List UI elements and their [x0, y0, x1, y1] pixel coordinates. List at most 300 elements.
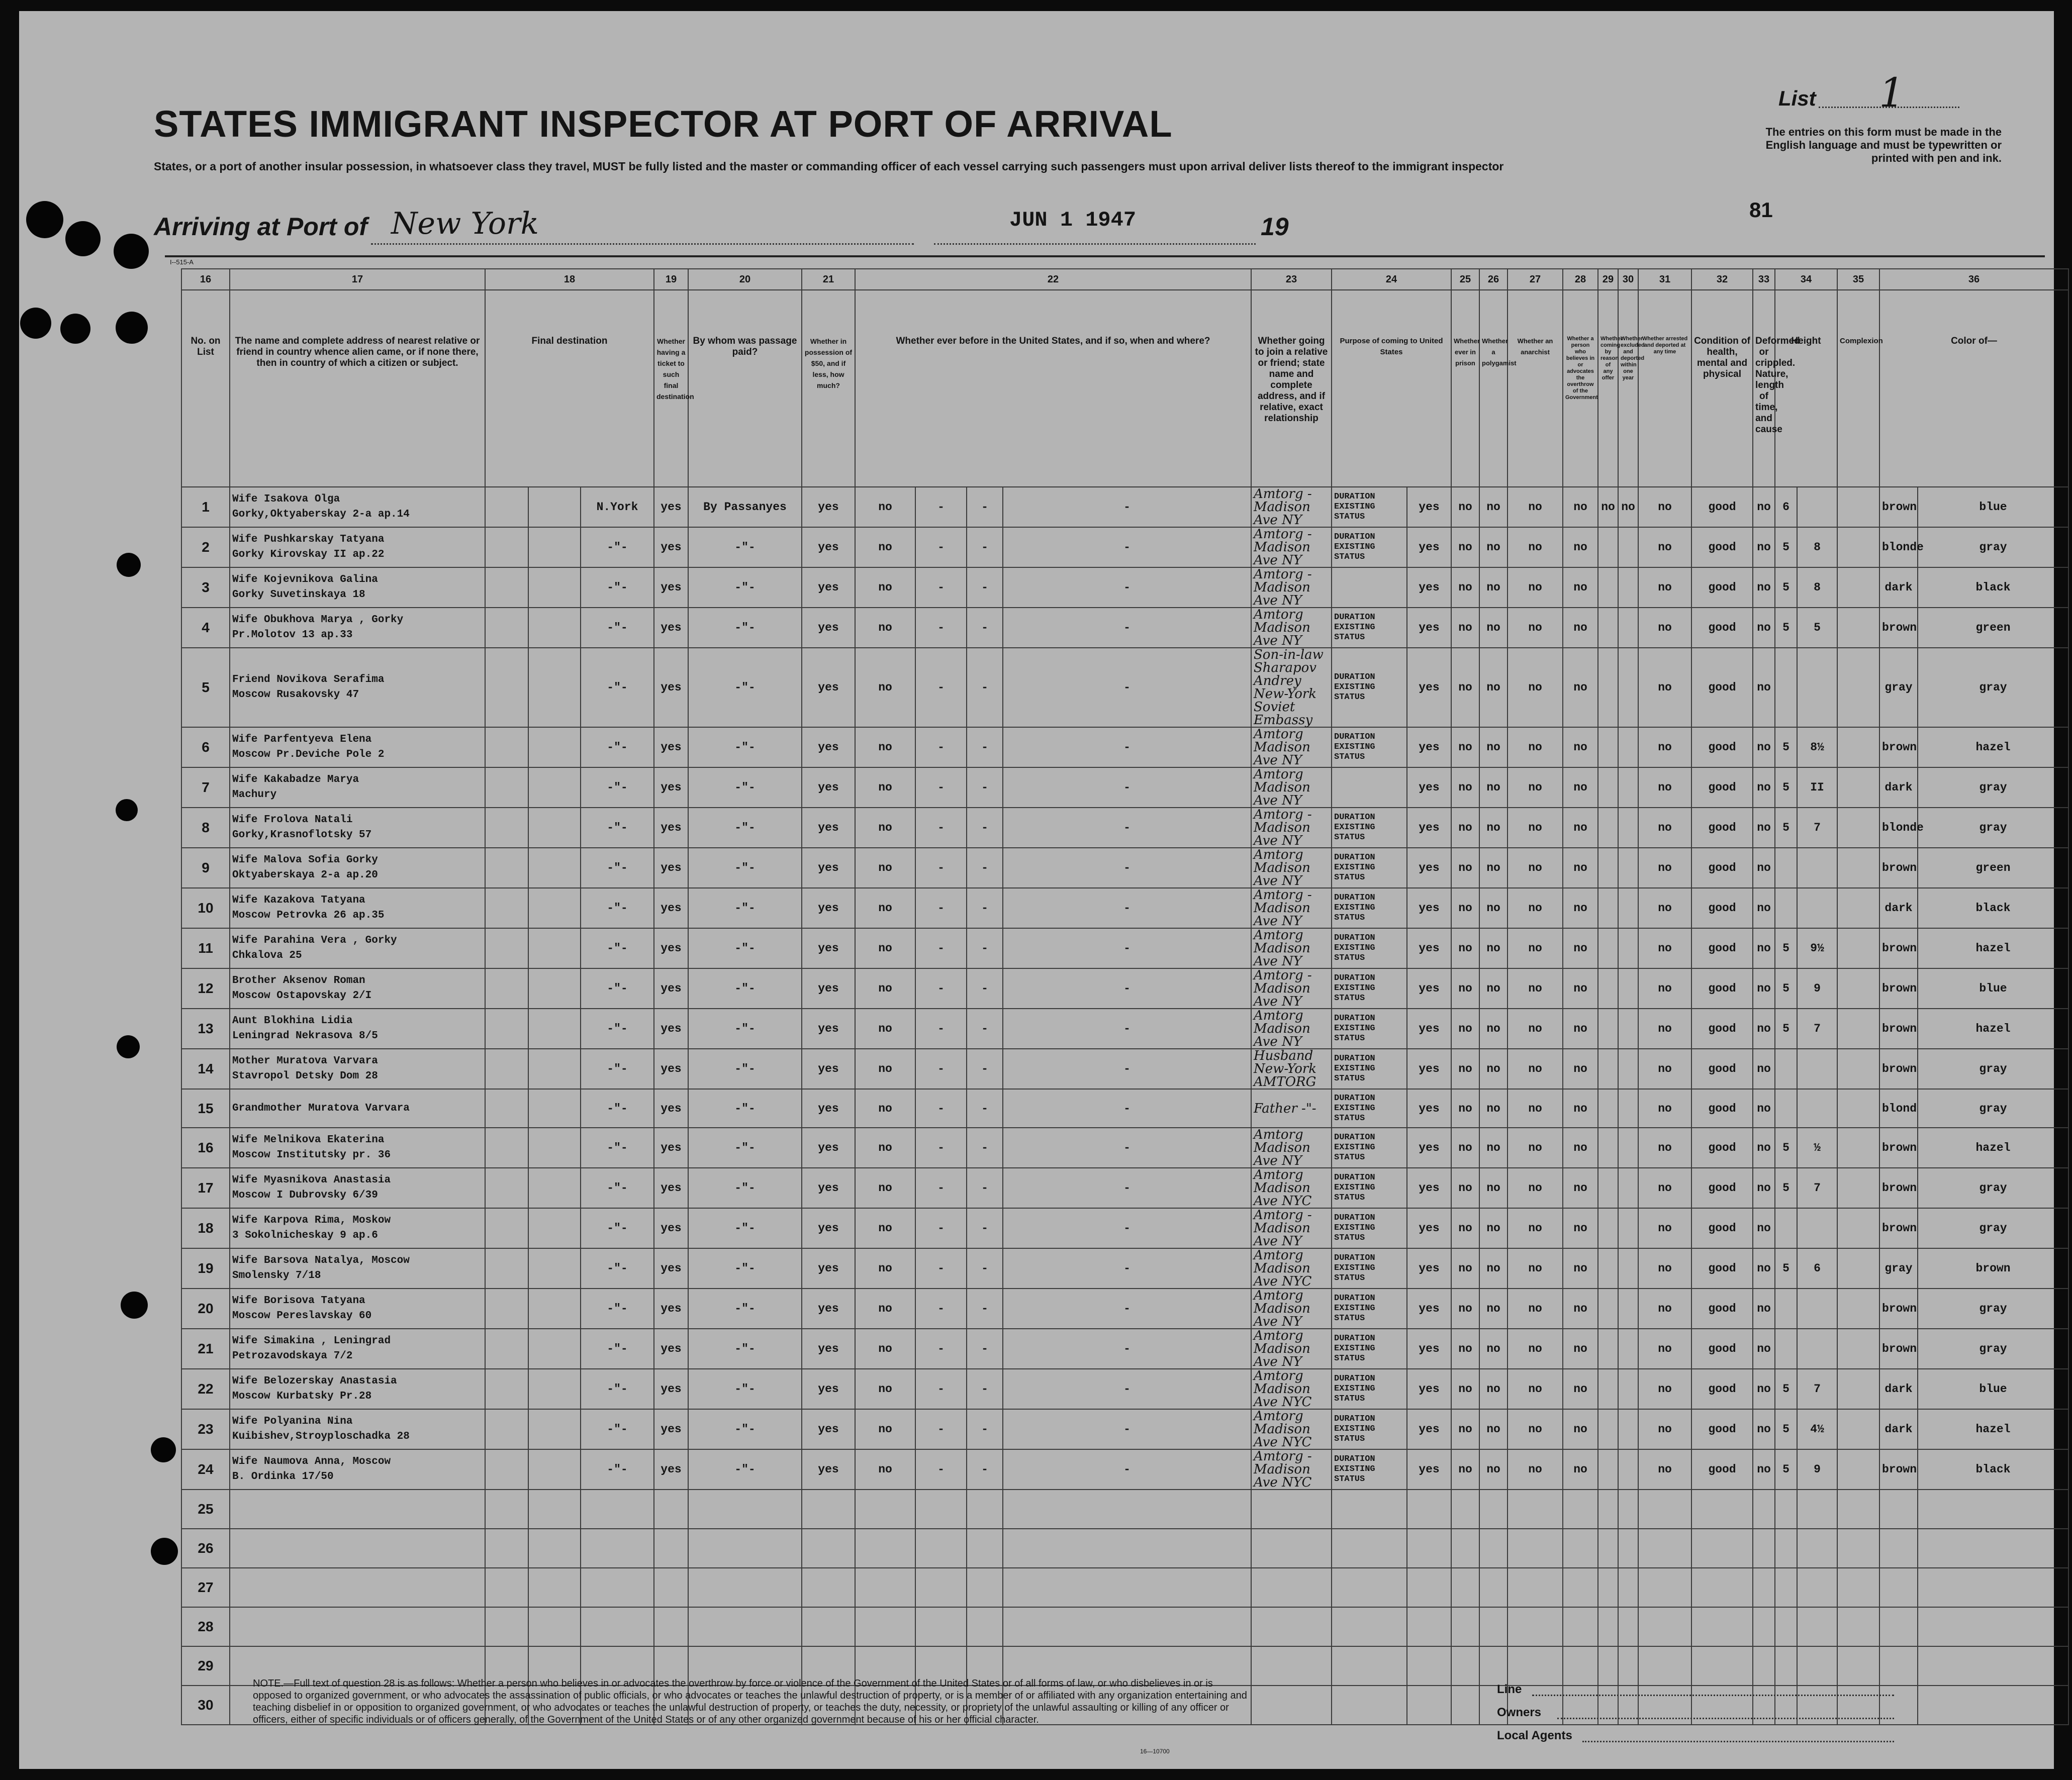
cell-ticket: yes — [654, 808, 688, 848]
empty-cell — [1508, 1568, 1563, 1607]
cell-c30 — [1618, 1289, 1638, 1329]
cell-deformed: no — [1753, 1289, 1775, 1329]
cell-c29 — [1598, 848, 1618, 888]
cell-no: 16 — [181, 1128, 230, 1168]
cell-c30 — [1618, 1329, 1638, 1369]
cell-complexion — [1837, 1409, 1879, 1449]
cell-health: good — [1691, 808, 1753, 848]
cell-date: - — [1003, 567, 1251, 608]
cell-c29 — [1598, 1089, 1618, 1128]
cell-paid: -"- — [688, 567, 802, 608]
cell-eyes: gray — [1918, 527, 2068, 567]
cell-c25: no — [1451, 487, 1479, 527]
cell-hair: blonde — [1879, 527, 1918, 567]
cell-join: Amtorg Madison Ave NYC — [1251, 1409, 1332, 1449]
cell-health: good — [1691, 1409, 1753, 1449]
cell-yrs: - — [915, 727, 967, 767]
cell-before: no — [855, 968, 915, 1009]
cell-money: yes — [802, 608, 855, 648]
cell-yrs: - — [915, 567, 967, 608]
cell-purpose: DURATION EXISTING STATUS — [1332, 848, 1407, 888]
cell-health: good — [1691, 928, 1753, 968]
cell-c26: no — [1479, 1329, 1508, 1369]
cell-join: Amtorg Madison Ave NY — [1251, 1289, 1332, 1329]
cell-health: good — [1691, 527, 1753, 567]
cell-c30 — [1618, 1409, 1638, 1449]
cell-foreign — [485, 567, 528, 608]
empty-cell — [855, 1568, 915, 1607]
cell-health: good — [1691, 1289, 1753, 1329]
cell-join: Amtorg - Madison Ave NY — [1251, 567, 1332, 608]
cell-c29 — [1598, 1289, 1618, 1329]
table-row — [181, 767, 2068, 808]
cell-c28: no — [1563, 1089, 1598, 1128]
cell-deformed: no — [1753, 1248, 1775, 1289]
cell-date: - — [1003, 727, 1251, 767]
cell-c26: no — [1479, 1009, 1508, 1049]
cell-c25: no — [1451, 727, 1479, 767]
cell-health: good — [1691, 767, 1753, 808]
cell-complexion — [1837, 848, 1879, 888]
cell-p2: yes — [1407, 848, 1451, 888]
cell-yrs: - — [915, 1369, 967, 1409]
cell-c30 — [1618, 567, 1638, 608]
cell-relative: Wife Polyanina Nina Kuibishev,Stroyploschadka 28 — [230, 1409, 485, 1449]
cell-c28: no — [1563, 928, 1598, 968]
cell-deformed: no — [1753, 1369, 1775, 1409]
cell-c29 — [1598, 968, 1618, 1009]
cell-yrs: - — [915, 848, 967, 888]
table-row — [181, 848, 2068, 888]
cell-hair: dark — [1879, 567, 1918, 608]
cell-foreign — [485, 928, 528, 968]
cell-feet: 5 — [1775, 1369, 1797, 1409]
cell-hair: dark — [1879, 767, 1918, 808]
empty-cell — [230, 1529, 485, 1568]
cell-before: no — [855, 1009, 915, 1049]
cell-inches — [1797, 1049, 1837, 1089]
cell-ticket: yes — [654, 1409, 688, 1449]
cell-yrs: - — [915, 888, 967, 928]
cell-c26: no — [1479, 727, 1508, 767]
cell-city: -"- — [581, 888, 654, 928]
list-number: 1 — [1879, 69, 1905, 116]
cell-date: - — [1003, 888, 1251, 928]
cell-complexion — [1837, 1248, 1879, 1289]
cell-feet: 5 — [1775, 608, 1797, 648]
cell-c28: no — [1563, 808, 1598, 848]
blank-row — [181, 1529, 2068, 1568]
cell-eyes: hazel — [1918, 1128, 2068, 1168]
cell-feet — [1775, 848, 1797, 888]
cell-purpose: DURATION EXISTING STATUS — [1332, 1128, 1407, 1168]
cell-purpose: DURATION EXISTING STATUS — [1332, 1049, 1407, 1089]
cell-inches: II — [1797, 767, 1837, 808]
owners-label: Owners — [1497, 1706, 1542, 1719]
empty-cell — [1638, 1568, 1691, 1607]
cell-c30 — [1618, 1369, 1638, 1409]
cell-no: 23 — [181, 1409, 230, 1449]
cell-c25: no — [1451, 1049, 1479, 1089]
empty-cell — [1775, 1607, 1797, 1646]
cell-complexion — [1837, 567, 1879, 608]
cell-deformed: no — [1753, 1049, 1775, 1089]
cell-foreign — [485, 648, 528, 727]
cell-date: - — [1003, 1409, 1251, 1449]
empty-cell — [1638, 1529, 1691, 1568]
cell-c30 — [1618, 727, 1638, 767]
cell-relative: Wife Simakina , Leningrad Petrozavodskaya 7/2 — [230, 1329, 485, 1369]
cell-no: 19 — [181, 1248, 230, 1289]
cell-hair: brown — [1879, 487, 1918, 527]
cell-c26: no — [1479, 608, 1508, 648]
cell-deformed: no — [1753, 648, 1775, 727]
cell-join: Amtorg - Madison Ave NY — [1251, 1208, 1332, 1248]
cell-complexion — [1837, 1128, 1879, 1168]
cell-relative: Wife Malova Sofia Gorky Oktyaberskaya 2-a ap.20 — [230, 848, 485, 888]
cell-hair: brown — [1879, 848, 1918, 888]
cell-p2: yes — [1407, 727, 1451, 767]
empty-cell — [1508, 1490, 1563, 1529]
cell-inches: 8½ — [1797, 727, 1837, 767]
cell-paid: -"- — [688, 1248, 802, 1289]
table-row — [181, 1009, 2068, 1049]
cell-hair: brown — [1879, 608, 1918, 648]
cell-hair: blond — [1879, 1089, 1918, 1128]
table-row — [181, 1168, 2068, 1208]
cell-no: 11 — [181, 928, 230, 968]
cell-eyes: hazel — [1918, 727, 2068, 767]
table-row — [181, 727, 2068, 767]
empty-cell — [1638, 1607, 1691, 1646]
cell-c30 — [1618, 888, 1638, 928]
cell-complexion — [1837, 1449, 1879, 1490]
cell-where: - — [967, 888, 1003, 928]
cell-feet — [1775, 1049, 1797, 1089]
empty-cell — [802, 1607, 855, 1646]
table-row — [181, 1248, 2068, 1289]
cell-c25: no — [1451, 1128, 1479, 1168]
cell-c28: no — [1563, 1449, 1598, 1490]
footnote: NOTE.—Full text of question 28 is as follows: Whether a person who believes in or advocates the overthrow by force or violence of the Government of the United States or of all forms of law, or who disbelieves in or is opposed to organized government, or who advocates the assassination of public officials, or who advocates or teaches the unlawful destruction of property, or is a member of or affiliated with any organization entertaining and teaching disbelief in or opposition to organized government, or who advocates or teaches the unlawful destruction of property, or teaches the duty, necessity, or propriety of the unlawful assaulting or killing of any officer or officers, either of specific individuals or of officers generally, of the Government of the United States or of any other organized government because of his or her official character. — [253, 1678, 1247, 1725]
cell-c31: no — [1638, 1049, 1691, 1089]
cell-hair: dark — [1879, 888, 1918, 928]
cell-state — [528, 888, 581, 928]
cell-c29 — [1598, 527, 1618, 567]
cell-c28: no — [1563, 1128, 1598, 1168]
cell-p2: yes — [1407, 1208, 1451, 1248]
empty-cell — [1775, 1568, 1797, 1607]
cell-c28: no — [1563, 1009, 1598, 1049]
cell-purpose: DURATION EXISTING STATUS — [1332, 727, 1407, 767]
cell-paid: -"- — [688, 1289, 802, 1329]
empty-cell — [1918, 1568, 2068, 1607]
cell-before: no — [855, 888, 915, 928]
cell-c28: no — [1563, 727, 1598, 767]
empty-cell — [1451, 1607, 1479, 1646]
cell-state — [528, 527, 581, 567]
cell-ticket: yes — [654, 567, 688, 608]
table-row — [181, 1329, 2068, 1369]
empty-cell — [1618, 1568, 1638, 1607]
cell-complexion — [1837, 608, 1879, 648]
cell-before: no — [855, 1289, 915, 1329]
cell-c25: no — [1451, 1329, 1479, 1369]
cell-relative: Wife Melnikova Ekaterina Moscow Institutsky pr. 36 — [230, 1128, 485, 1168]
cell-health: good — [1691, 1329, 1753, 1369]
empty-cell — [230, 1607, 485, 1646]
cell-date: - — [1003, 1049, 1251, 1089]
cell-where: - — [967, 968, 1003, 1009]
cell-city: -"- — [581, 928, 654, 968]
cell-where: - — [967, 1409, 1003, 1449]
cell-c28: no — [1563, 487, 1598, 527]
cell-before: no — [855, 1168, 915, 1208]
cell-inches: 9 — [1797, 968, 1837, 1009]
cell-c28: no — [1563, 767, 1598, 808]
cell-relative: Wife Parfentyeva Elena Moscow Pr.Deviche Pole 2 — [230, 727, 485, 767]
cell-no: 18 — [181, 1208, 230, 1248]
cell-eyes: gray — [1918, 1168, 2068, 1208]
cell-city: -"- — [581, 1168, 654, 1208]
cell-where: - — [967, 1289, 1003, 1329]
cell-relative: Friend Novikova Serafima Moscow Rusakovsky 47 — [230, 648, 485, 727]
cell-ticket: yes — [654, 1128, 688, 1168]
cell-eyes: green — [1918, 848, 2068, 888]
empty-cell — [802, 1529, 855, 1568]
cell-complexion — [1837, 727, 1879, 767]
cell-complexion — [1837, 968, 1879, 1009]
cell-relative: Grandmother Muratova Varvara — [230, 1089, 485, 1128]
empty-cell — [1598, 1490, 1618, 1529]
cell-ticket: yes — [654, 608, 688, 648]
cell-health: good — [1691, 727, 1753, 767]
empty-cell — [1563, 1607, 1598, 1646]
cell-health: good — [1691, 1009, 1753, 1049]
cell-c26: no — [1479, 928, 1508, 968]
cell-purpose: DURATION EXISTING STATUS — [1332, 648, 1407, 727]
cell-c30: no — [1618, 487, 1638, 527]
cell-c26: no — [1479, 1248, 1508, 1289]
cell-yrs: - — [915, 968, 967, 1009]
cell-before: no — [855, 848, 915, 888]
empty-cell — [1563, 1568, 1598, 1607]
cell-foreign — [485, 487, 528, 527]
cell-c27: no — [1508, 1329, 1563, 1369]
cell-paid: -"- — [688, 1009, 802, 1049]
cell-foreign — [485, 1409, 528, 1449]
cell-c31: no — [1638, 808, 1691, 848]
cell-money: yes — [802, 767, 855, 808]
cell-foreign — [485, 1089, 528, 1128]
cell-date: - — [1003, 1449, 1251, 1490]
cell-before: no — [855, 928, 915, 968]
empty-cell — [1618, 1529, 1638, 1568]
cell-c30 — [1618, 1248, 1638, 1289]
cell-money: yes — [802, 1449, 855, 1490]
cell-foreign — [485, 767, 528, 808]
table-row — [181, 1089, 2068, 1128]
cell-foreign — [485, 608, 528, 648]
cell-p2: yes — [1407, 1289, 1451, 1329]
empty-cell — [1451, 1490, 1479, 1529]
cell-before: no — [855, 487, 915, 527]
cell-c27: no — [1508, 767, 1563, 808]
cell-paid: -"- — [688, 1168, 802, 1208]
cell-hair: brown — [1879, 1128, 1918, 1168]
cell-p2: yes — [1407, 527, 1451, 567]
cell-relative: Wife Myasnikova Anastasia Moscow I Dubrovsky 6/39 — [230, 1168, 485, 1208]
cell-deformed: no — [1753, 968, 1775, 1009]
cell-state — [528, 1168, 581, 1208]
cell-foreign — [485, 848, 528, 888]
empty-cell — [1251, 1646, 1332, 1686]
empty-cell — [1753, 1568, 1775, 1607]
empty-cell — [1598, 1529, 1618, 1568]
cell-join: Amtorg Madison Ave NY — [1251, 1009, 1332, 1049]
cell-ticket: yes — [654, 767, 688, 808]
cell-ticket: yes — [654, 1009, 688, 1049]
cell-state — [528, 1049, 581, 1089]
cell-c29 — [1598, 1208, 1618, 1248]
cell-c29: no — [1598, 487, 1618, 527]
cell-city: -"- — [581, 1369, 654, 1409]
cell-c31: no — [1638, 928, 1691, 968]
cell-ticket: yes — [654, 1449, 688, 1490]
cell-date: - — [1003, 1089, 1251, 1128]
empty-cell — [581, 1490, 654, 1529]
table-row — [181, 487, 2068, 527]
cell-join: Amtorg - Madison Ave NY — [1251, 888, 1332, 928]
empty-cell — [1618, 1646, 1638, 1686]
cell-where: - — [967, 928, 1003, 968]
cell-yrs: - — [915, 648, 967, 727]
cell-where: - — [967, 1208, 1003, 1248]
cell-c29 — [1598, 1409, 1618, 1449]
cell-relative: Wife Parahina Vera , Gorky Chkalova 25 — [230, 928, 485, 968]
cell-c28: no — [1563, 848, 1598, 888]
cell-join: Amtorg Madison Ave NY — [1251, 1329, 1332, 1369]
cell-no: 3 — [181, 567, 230, 608]
cell-inches — [1797, 487, 1837, 527]
cell-deformed: no — [1753, 727, 1775, 767]
cell-paid: -"- — [688, 1409, 802, 1449]
cell-health: good — [1691, 1248, 1753, 1289]
cell-state — [528, 767, 581, 808]
cell-money: yes — [802, 1248, 855, 1289]
cell-complexion — [1837, 1329, 1879, 1369]
cell-c27: no — [1508, 1289, 1563, 1329]
punch-hole — [65, 221, 101, 256]
cell-state — [528, 1289, 581, 1329]
cell-eyes: green — [1918, 608, 2068, 648]
cell-p2: yes — [1407, 1369, 1451, 1409]
cell-purpose: DURATION EXISTING STATUS — [1332, 608, 1407, 648]
cell-join: Amtorg Madison Ave NYC — [1251, 1168, 1332, 1208]
entries-note: The entries on this form must be made in the English language and must be typewritten or printed with pen and ink. — [1765, 126, 2002, 164]
cell-complexion — [1837, 808, 1879, 848]
empty-cell — [1451, 1568, 1479, 1607]
cell-c29 — [1598, 648, 1618, 727]
empty-cell — [654, 1607, 688, 1646]
punch-hole — [121, 1292, 148, 1319]
cell-relative: Wife Pushkarskay Tatyana Gorky Kirovskay II ap.22 — [230, 527, 485, 567]
cell-c26: no — [1479, 1208, 1508, 1248]
cell-ticket: yes — [654, 1248, 688, 1289]
cell-c29 — [1598, 1009, 1618, 1049]
cell-purpose: DURATION EXISTING STATUS — [1332, 1409, 1407, 1449]
cell-where: - — [967, 567, 1003, 608]
cell-city: -"- — [581, 968, 654, 1009]
cell-c25: no — [1451, 1248, 1479, 1289]
empty-cell — [1775, 1529, 1797, 1568]
cell-p2: yes — [1407, 608, 1451, 648]
cell-deformed: no — [1753, 1409, 1775, 1449]
cell-hair: brown — [1879, 1289, 1918, 1329]
cell-join: Amtorg Madison Ave NY — [1251, 727, 1332, 767]
cell-money: yes — [802, 1369, 855, 1409]
empty-cell — [1638, 1646, 1691, 1686]
cell-join: Amtorg - Madison Ave NY — [1251, 527, 1332, 567]
cell-before: no — [855, 1208, 915, 1248]
cell-c28: no — [1563, 968, 1598, 1009]
cell-c30 — [1618, 1208, 1638, 1248]
cell-inches: 6 — [1797, 1248, 1837, 1289]
cell-purpose: DURATION EXISTING STATUS — [1332, 888, 1407, 928]
cell-no: 5 — [181, 648, 230, 727]
cell-foreign — [485, 1329, 528, 1369]
cell-eyes: gray — [1918, 1289, 2068, 1329]
cell-p2: yes — [1407, 1409, 1451, 1449]
empty-cell — [1563, 1490, 1598, 1529]
empty-cell — [485, 1568, 528, 1607]
cell-c26: no — [1479, 527, 1508, 567]
table-row — [181, 608, 2068, 648]
punch-hole — [117, 1035, 140, 1058]
empty-cell — [855, 1607, 915, 1646]
cell-c29 — [1598, 767, 1618, 808]
empty-cell — [654, 1529, 688, 1568]
empty-cell — [1332, 1490, 1407, 1529]
empty-cell — [1003, 1529, 1251, 1568]
cell-paid: -"- — [688, 808, 802, 848]
empty-cell — [688, 1529, 802, 1568]
cell-eyes: hazel — [1918, 1009, 2068, 1049]
empty-cell — [1638, 1490, 1691, 1529]
empty-cell — [1407, 1686, 1451, 1725]
cell-date: - — [1003, 1248, 1251, 1289]
cell-inches: 4½ — [1797, 1409, 1837, 1449]
cell-before: no — [855, 567, 915, 608]
cell-state — [528, 1089, 581, 1128]
cell-c31: no — [1638, 648, 1691, 727]
cell-inches — [1797, 888, 1837, 928]
cell-c25: no — [1451, 1409, 1479, 1449]
empty-cell — [1598, 1646, 1618, 1686]
cell-relative: Wife Naumova Anna, Moscow B. Ordinka 17/50 — [230, 1449, 485, 1490]
cell-c25: no — [1451, 1289, 1479, 1329]
empty-cell — [1479, 1529, 1508, 1568]
cell-eyes: black — [1918, 567, 2068, 608]
cell-yrs: - — [915, 1089, 967, 1128]
cell-date: - — [1003, 968, 1251, 1009]
empty-cell — [1407, 1490, 1451, 1529]
empty-cell — [1451, 1646, 1479, 1686]
cell-complexion — [1837, 1208, 1879, 1248]
cell-c29 — [1598, 888, 1618, 928]
cell-eyes: hazel — [1918, 1409, 2068, 1449]
cell-c25: no — [1451, 888, 1479, 928]
